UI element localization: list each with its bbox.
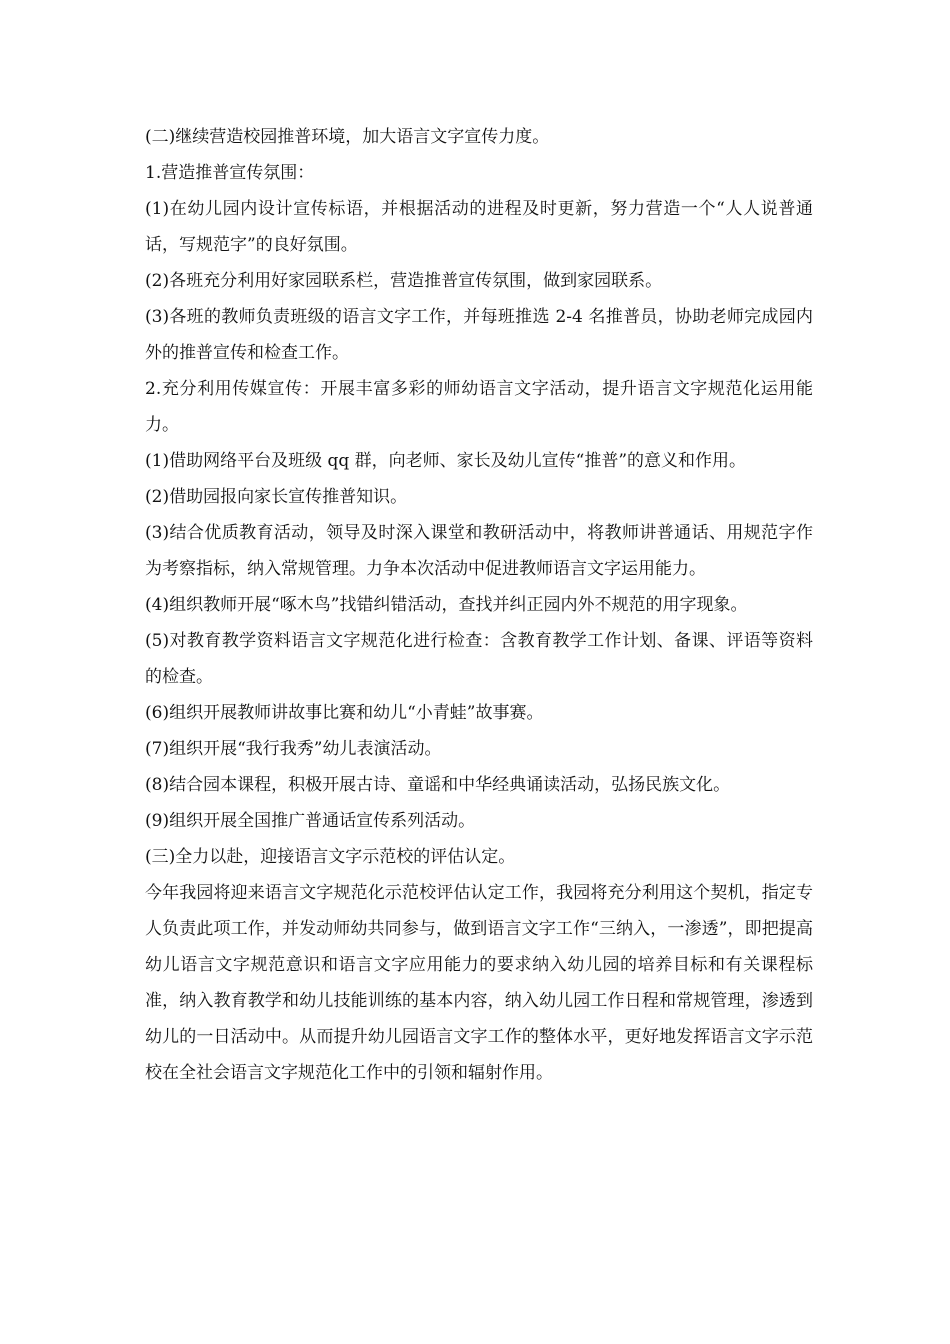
list-item: (6)组织开展教师讲故事比赛和幼儿“小青蛙”故事赛。 [145,703,544,723]
list-item: (2)借助园报向家长宣传推普知识。 [145,487,408,507]
list-item: (3)结合优质教育活动，领导及时深入课堂和教研活动中，将教师讲普通话、用规范字作为考察指标，纳入常规管理。力争本次活动中促进教师语言文字运用能力。 [145,523,813,579]
subheading-2: 2.充分利用传媒宣传：开展丰富多彩的师幼语言文字活动，提升语言文字规范化运用能力。 [145,379,813,435]
list-item: (9)组织开展全国推广普通话宣传系列活动。 [145,811,476,831]
document-body [145,119,813,1091]
list-item: (3)各班的教师负责班级的语言文字工作，并每班推选 2-4 名推普员，协助老师完成园内外的推普宣传和检查工作。 [145,307,813,363]
subheading-1: 1.营造推普宣传氛围： [145,163,315,183]
list-item: (2)各班充分利用好家园联系栏，营造推普宣传氛围，做到家园联系。 [145,271,663,291]
list-item: (8)结合园本课程，积极开展古诗、童谣和中华经典诵读活动，弘扬民族文化。 [145,775,731,795]
list-item: (7)组织开展“我行我秀”幼儿表演活动。 [145,739,442,759]
section-heading-3: (三)全力以赴，迎接语言文字示范校的评估认定。 [145,847,516,867]
list-item: (1)在幼儿园内设计宣传标语，并根据活动的进程及时更新，努力营造一个“人人说普通话，写规范字”的良好氛围。 [145,199,813,255]
section-heading-2: (二)继续营造校园推普环境，加大语言文字宣传力度。 [145,127,550,147]
list-item: (4)组织教师开展“啄木鸟”找错纠错活动，查找并纠正园内外不规范的用字现象。 [145,595,748,615]
body-paragraph: 今年我园将迎来语言文字规范化示范校评估认定工作，我园将充分利用这个契机，指定专人负责此项工作，并发动师幼共同参与，做到语言文字工作“三纳入，一渗透”，即把提高幼儿语言文字规范意识和语言文字应用能力的要求纳入幼儿园的培养目标和有关课程标准，纳入教育教学和幼儿技能训练的基本内容，纳入幼儿园工作日程和常规管理，渗透到幼儿的一日活动中。从而提升幼儿园语言文字工作的整体水平，更好地发挥语言文字示范校在全社会语言文字规范化工作中的引领和辐射作用。 [145,883,813,1083]
list-item: (1)借助网络平台及班级 qq 群，向老师、家长及幼儿宣传“推普”的意义和作用。 [145,451,747,471]
list-item: (5)对教育教学资料语言文字规范化进行检查：含教育教学工作计划、备课、评语等资料的检查。 [145,631,813,687]
